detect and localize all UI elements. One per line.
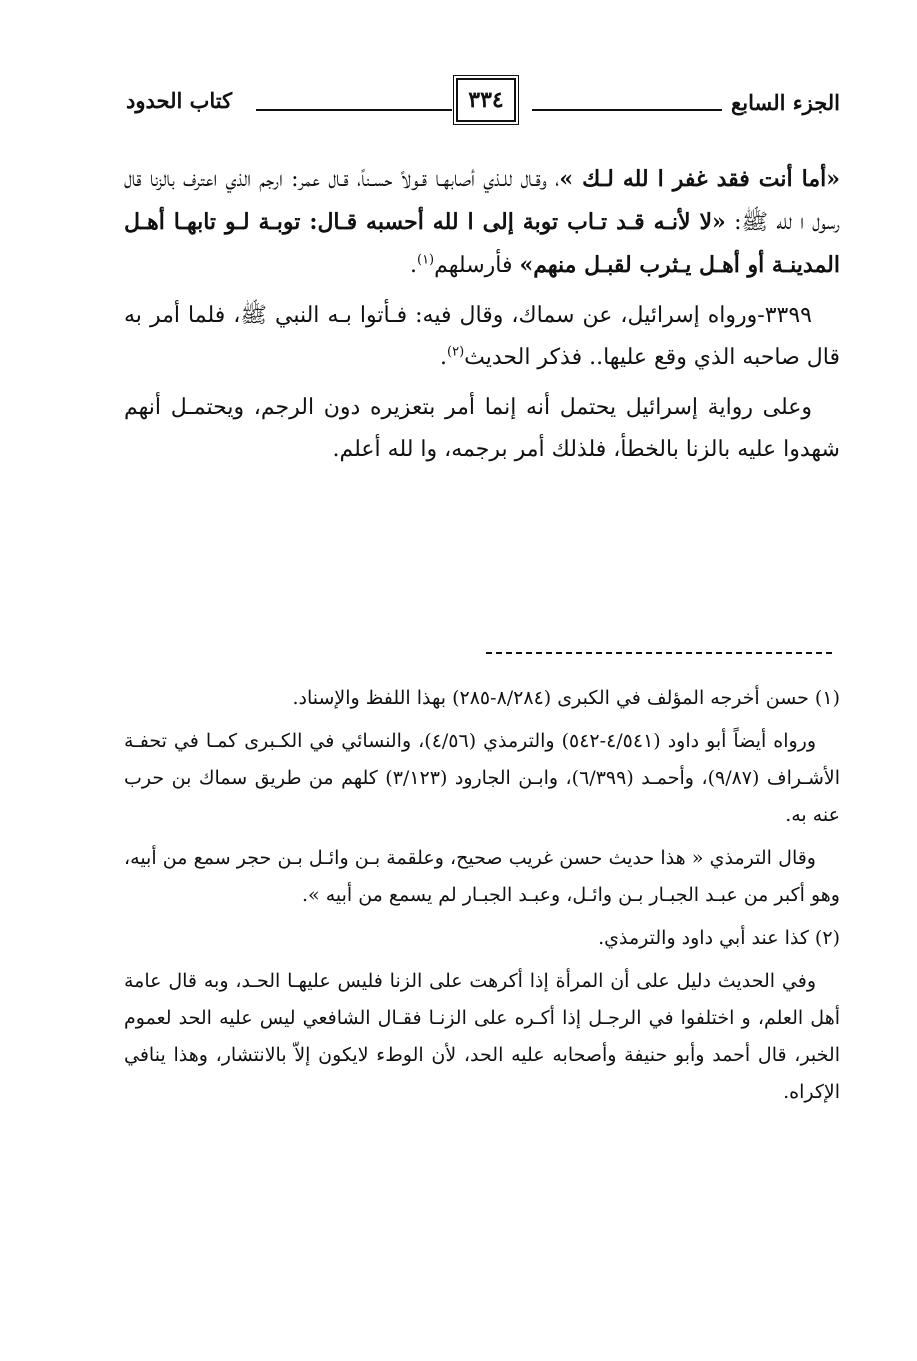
footnote-separator: [486, 652, 832, 654]
footnote-1-continued: ورواه أيضاً أبو داود (٤/٥٤١-٥٤٢) والترمذي (٤/٥٦)، والنسائي في الكـبرى كمـا في تحفـة الأشـراف (٩/٨٧)، وأحمـد (٦/٣٩٩)، وابـن الجارود (٣/١٢٣) كلهم من طريق سماك بن حرب عنه به.: [124, 730, 840, 826]
header-rule-left: [256, 109, 452, 111]
narration-text: ٣٣٩٩-ورواه إسرائيل، عن سماك، وقال فيه: فـأتوا بـه النبي ﷺ، فلما أمر به قال صاحبه الذي وقع عليها.. فذكر الحديث: [124, 303, 840, 370]
footnotes: [124, 680, 840, 1117]
footnote-1-tirmidhi: وقال الترمذي « هذا حديث حسن غريب صحيح، وعلقمة بـن وائـل بـن حجر سمع من أبيه، وهو أكبر من عبـد الجبـار بـن وائـل، وعبـد الجبـار لم يسمع من أبيه ».: [124, 847, 840, 906]
hadith-quote: «أما أنت فقد غفر ا لله لـك »: [559, 166, 840, 192]
page-header: [120, 78, 840, 126]
header-rule-right: [532, 109, 722, 111]
main-text: [124, 158, 840, 479]
book-page: [120, 78, 840, 1328]
paragraph-3: وعلى رواية إسرائيل يحتمل أنه إنما أمر بتعزيره دون الرجم، ويحتمـل أنهم شهدوا عليه بالزنا بالخطأ، فلذلك أمر برجمه، وا لله أعلم.: [124, 395, 840, 462]
paragraph-1: «أما أنت فقد غفر ا لله لـك »، وقـال للـذي أصابهـا قـولاً حسـناً، قـال عمر: ارجم الذي اعترف بالزنا قال رسول ا لله ﷺ: «لا لأنـه قـد تـاب توبة إلى ا لله أحسبه قـال: توبـة لـو تابهـا أهـل المدينـة أو أهـل يـثرب لقبـل منهم» فأرسلهم$^{(١)}$.: [124, 166, 841, 278]
volume-title: الجزء السابع: [731, 90, 840, 115]
footnote-1: (١) حسن أخرجه المؤلف في الكبرى (٨/٢٨٤-٢٨٥) بهذا اللفظ والإسناد.: [292, 687, 840, 709]
footnote-ref: (٢): [447, 344, 465, 360]
footnote-2-commentary: وفي الحديث دليل على أن المرأة إذا أكرهت على الزنا فليس عليهـا الحـد، وبه قال عامة أهل العلم، و اختلفوا في الرجـل إذا أكـره على الزنـا فقـال الشافعي ليس عليه الحد لعموم الخبر، قال أحمد وأبو حنيفة وأصحابه عليه الحد، لأن الوطء لايكون إلاّ بالانتشار، وهذا ينافي الإكراه.: [124, 970, 840, 1103]
narration-text: ، وقـال للـذي أصابهـا قـولاً حسـناً، قـال عمر: ارجم الذي اعترف بالزنا قال رسول ا لله ﷺ:: [124, 167, 841, 235]
hadith-quote: «لا لأنـه قـد تـاب توبة إلى ا لله أحسبه قـال: توبـة لـو تابهـا أهـل المدينـة أو أهـل يـثرب لقبـل منهم»: [124, 209, 840, 278]
narration-text: فأرسلهم: [434, 253, 520, 278]
footnote-2: (٢) كذا عند أبي داود والترمذي.: [598, 927, 840, 949]
footnote-ref: (١): [416, 252, 435, 268]
paragraph-2: ٣٣٩٩-ورواه إسرائيل، عن سماك، وقال فيه: فـأتوا بـه النبي ﷺ، فلما أمر به قال صاحبه الذي وقع عليها.. فذكر الحديث$^{(٢)}$.: [124, 303, 840, 370]
page-number-box: ٣٣٤: [456, 78, 516, 122]
book-title: كتاب الحدود: [126, 88, 233, 113]
